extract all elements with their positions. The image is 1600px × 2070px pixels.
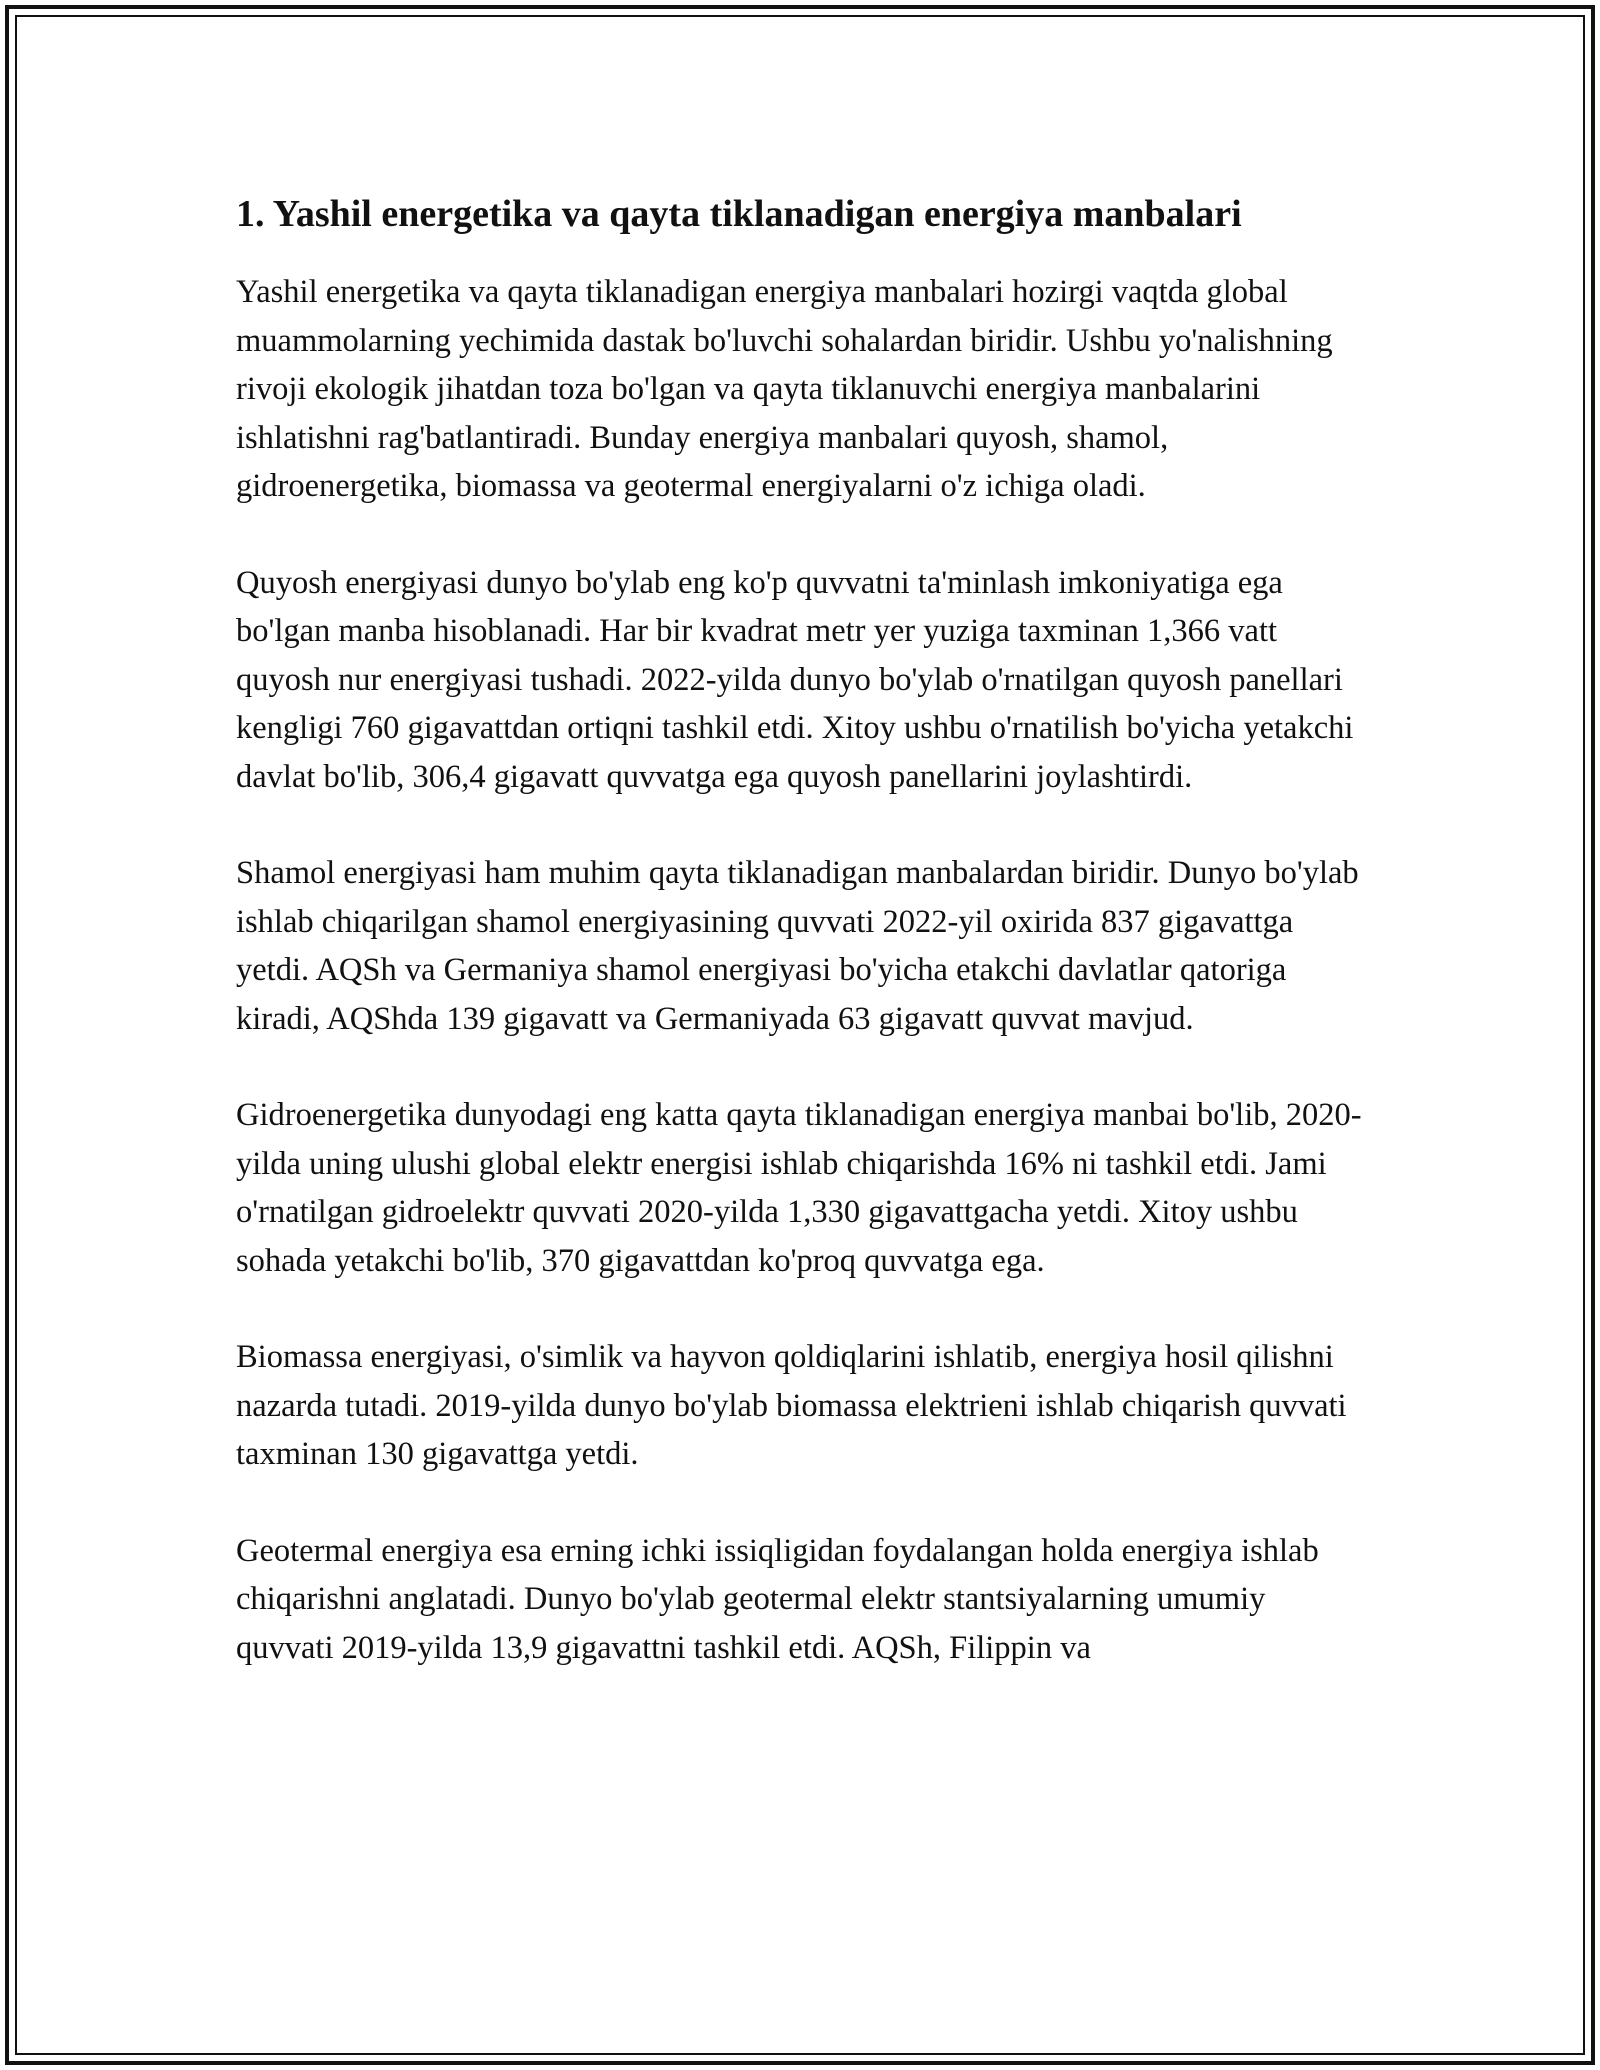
paragraph-biomass: Biomassa energiyasi, o'simlik va hayvon qoldiqlarini ishlatib, energiya hosil qilishni nazarda tutadi. 2019-yilda dunyo bo'ylab biomassa elektrieni ishlab chiqarish quvvati taxminan 130 gigavattga yetdi.	[236, 1339, 1347, 1472]
paragraph-wind: Shamol energiyasi ham muhim qayta tiklanadigan manbalardan biridir. Dunyo bo'ylab ishlab chiqarilgan shamol energiyasining quvvati 2022-yil oxirida 837 gigavattga yetdi. AQSh va Germaniya shamol energiyasi bo'yicha etakchi davlatlar qatoriga kiradi, AQShda 139 gigavatt va Germaniyada 63 gigavatt quvvat mavjud.	[236, 855, 1359, 1037]
section-heading: 1. Yashil energetika va qayta tiklanadigan energiya manbalari	[236, 193, 1242, 235]
paragraph-hydro: Gidroenergetika dunyodagi eng katta qayta tiklanadigan energiya manbai bo'lib, 2020-yilda uning ulushi global elektr energisi ishlab chiqarishda 16% ni tashkil etdi. Jami o'rnatilgan gidroelektr quvvati 2020-yilda 1,330 gigavattgacha yetdi. Xitoy ushbu sohada yetakchi bo'lib, 370 gigavattdan ko'proq quvvatga ega.	[236, 1097, 1362, 1279]
paragraph-geothermal: Geotermal energiya esa erning ichki issiqligidan foydalangan holda energiya ishlab chiqarishni anglatadi. Dunyo bo'ylab geotermal elektr stantsiyalarning umumiy quvvati 2019-yilda 13,9 gigavattni tashkil etdi. AQSh, Filippin va	[236, 1532, 1319, 1666]
document-body	[236, 186, 1366, 1720]
paragraph-intro: Yashil energetika va qayta tiklanadigan energiya manbalari hozirgi vaqtda global muammolarning yechimida dastak bo'luvchi sohalardan biridir. Ushbu yo'nalishning rivoji ekologik jihatdan toza bo'lgan va qayta tiklanuvchi energiya manbalarini ishlatishni rag'batlantiradi. Bunday energiya manbalari quyosh, shamol, gidroenergetika, biomassa va geotermal energiyalarni o'z ichiga oladi.	[236, 274, 1333, 504]
paragraph-solar: Quyosh energiyasi dunyo bo'ylab eng ko'p quvvatni ta'minlash imkoniyatiga ega bo'lgan manba hisoblanadi. Har bir kvadrat metr yer yuziga taxminan 1,366 vatt quyosh nur energiyasi tushadi. 2022-yilda dunyo bo'ylab o'rnatilgan quyosh panellari kengligi 760 gigavattdan ortiqni tashkil etdi. Xitoy ushbu o'rnatilish bo'yicha yetakchi davlat bo'lib, 306,4 gigavatt quvvatga ega quyosh panellarini joylashtirdi.	[236, 564, 1354, 795]
